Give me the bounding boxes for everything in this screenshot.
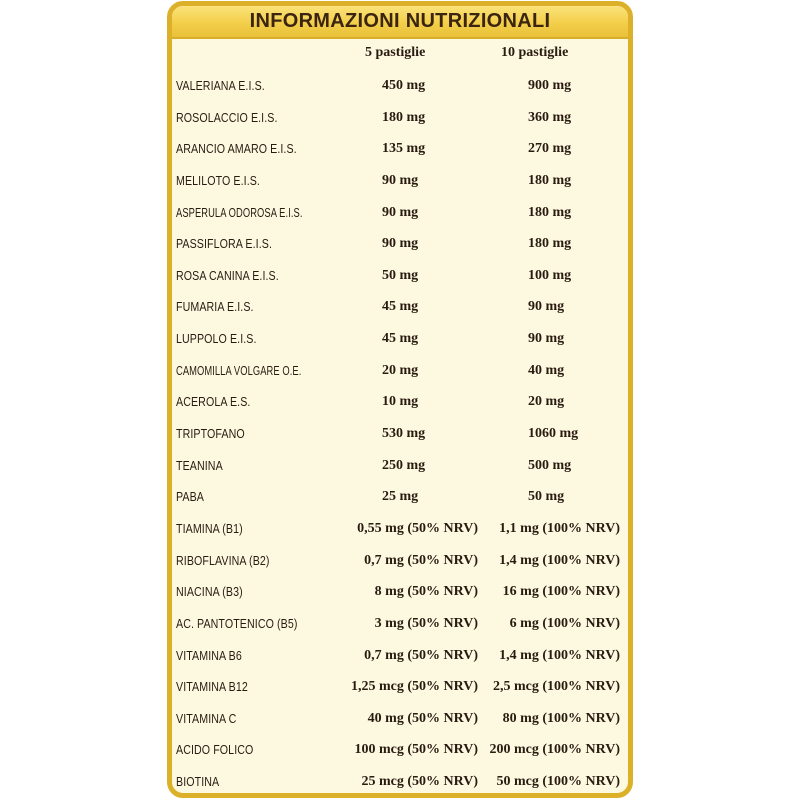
value-10-pastiglie: 90 mg — [528, 331, 565, 347]
value-5-pastiglie: 90 mg — [382, 172, 419, 188]
value-10-pastiglie: 500 mg — [528, 457, 572, 473]
value-5-pastiglie: 90 mg — [382, 204, 419, 220]
value-5-pastiglie: 1,25 mcg (50% NRV) — [350, 679, 478, 695]
value-5-pastiglie: 90 mg — [382, 236, 419, 252]
table-row — [172, 419, 628, 451]
table-row — [172, 324, 628, 356]
ingredient-name: VITAMINA C — [176, 710, 237, 726]
table-row — [172, 704, 628, 736]
ingredient-name: PABA — [176, 489, 204, 505]
ingredient-name: FUMARIA E.I.S. — [176, 299, 254, 315]
value-10-pastiglie: 270 mg — [528, 141, 572, 157]
column-headers — [172, 39, 628, 67]
ingredient-name: AC. PANTOTENICO (B5) — [176, 615, 298, 631]
value-10-pastiglie: 1,4 mg (100% NRV) — [499, 552, 620, 568]
ingredient-name: VITAMINA B6 — [176, 647, 242, 663]
ingredient-name: ARANCIO AMARO E.I.S. — [176, 141, 297, 157]
table-row — [172, 641, 628, 673]
ingredient-name: ACEROLA E.S. — [176, 394, 251, 410]
ingredient-name: TRIPTOFANO — [176, 426, 245, 442]
value-10-pastiglie: 180 mg — [528, 172, 572, 188]
ingredient-name: BIOTINA — [176, 774, 220, 790]
value-10-pastiglie: 2,5 mcg (100% NRV) — [492, 679, 620, 695]
value-5-pastiglie: 3 mg (50% NRV) — [374, 615, 478, 631]
table-row — [172, 356, 628, 388]
value-10-pastiglie: 40 mg — [528, 362, 565, 378]
value-5-pastiglie: 45 mg — [382, 331, 419, 347]
value-10-pastiglie: 360 mg — [528, 109, 572, 125]
table-row — [172, 482, 628, 514]
value-10-pastiglie: 80 mg (100% NRV) — [502, 710, 620, 726]
ingredient-name: ROSOLACCIO E.I.S. — [176, 109, 278, 125]
table-row — [172, 71, 628, 103]
table-row — [172, 609, 628, 641]
ingredient-name: ACIDO FOLICO — [176, 742, 254, 758]
table-row — [172, 451, 628, 483]
ingredient-name: MELILOTO E.I.S. — [176, 172, 260, 188]
ingredient-name: ASPERULA ODOROSA E.I.S. — [176, 204, 303, 220]
value-10-pastiglie: 50 mcg (100% NRV) — [496, 774, 620, 790]
value-5-pastiglie: 25 mg — [382, 489, 419, 505]
value-10-pastiglie: 100 mg — [528, 267, 572, 283]
column-header-10-pastiglie: 10 pastiglie — [501, 45, 569, 60]
table-row — [172, 292, 628, 324]
value-10-pastiglie: 16 mg (100% NRV) — [502, 584, 620, 600]
value-5-pastiglie: 0,7 mg (50% NRV) — [364, 647, 478, 663]
table-row — [172, 735, 628, 767]
ingredient-name: VALERIANA E.I.S. — [176, 78, 265, 93]
value-10-pastiglie: 200 mcg (100% NRV) — [489, 742, 620, 758]
column-header-5-pastiglie: 5 pastiglie — [365, 45, 426, 60]
value-5-pastiglie: 45 mg — [382, 299, 419, 315]
value-5-pastiglie: 135 mg — [382, 141, 426, 157]
value-5-pastiglie: 100 mcg (50% NRV) — [354, 742, 478, 758]
table-row — [172, 514, 628, 546]
value-10-pastiglie: 50 mg — [528, 489, 565, 505]
value-10-pastiglie: 180 mg — [528, 236, 572, 252]
ingredient-name: TEANINA — [176, 457, 223, 473]
value-10-pastiglie: 6 mg (100% NRV) — [509, 615, 620, 631]
value-10-pastiglie: 1060 mg — [528, 426, 579, 442]
ingredient-name: RIBOFLAVINA (B2) — [176, 552, 270, 568]
value-10-pastiglie: 20 mg — [528, 394, 565, 410]
value-5-pastiglie: 10 mg — [382, 394, 419, 410]
nutrition-table — [172, 71, 628, 798]
ingredient-name: ROSA CANINA E.I.S. — [176, 267, 279, 283]
value-5-pastiglie: 0,55 mg (50% NRV) — [357, 520, 478, 536]
table-row — [172, 546, 628, 578]
value-5-pastiglie: 8 mg (50% NRV) — [374, 584, 478, 600]
value-5-pastiglie: 180 mg — [382, 109, 426, 125]
ingredient-name: PASSIFLORA E.I.S. — [176, 236, 272, 252]
nutrition-panel — [167, 1, 633, 798]
table-row — [172, 103, 628, 135]
value-5-pastiglie: 450 mg — [382, 78, 426, 93]
value-5-pastiglie: 25 mcg (50% NRV) — [361, 774, 478, 790]
ingredient-name: NIACINA (B3) — [176, 584, 243, 600]
value-5-pastiglie: 0,7 mg (50% NRV) — [364, 552, 478, 568]
value-5-pastiglie: 40 mg (50% NRV) — [367, 710, 478, 726]
ingredient-name: CAMOMILLA VOLGARE O.E. — [176, 362, 302, 378]
ingredient-name: TIAMINA (B1) — [176, 520, 243, 536]
value-10-pastiglie: 900 mg — [528, 78, 572, 93]
panel-title: INFORMAZIONI NUTRIZIONALI — [172, 6, 628, 39]
table-row — [172, 198, 628, 230]
value-5-pastiglie: 530 mg — [382, 426, 426, 442]
table-row — [172, 387, 628, 419]
table-row — [172, 767, 628, 798]
value-5-pastiglie: 20 mg — [382, 362, 419, 378]
value-5-pastiglie: 50 mg — [382, 267, 419, 283]
table-row — [172, 261, 628, 293]
value-10-pastiglie: 90 mg — [528, 299, 565, 315]
table-row — [172, 672, 628, 704]
table-row — [172, 134, 628, 166]
table-row — [172, 577, 628, 609]
ingredient-name: VITAMINA B12 — [176, 679, 248, 695]
value-10-pastiglie: 180 mg — [528, 204, 572, 220]
value-10-pastiglie: 1,1 mg (100% NRV) — [499, 520, 620, 536]
table-row — [172, 166, 628, 198]
table-row — [172, 229, 628, 261]
value-10-pastiglie: 1,4 mg (100% NRV) — [499, 647, 620, 663]
ingredient-name: LUPPOLO E.I.S. — [176, 331, 257, 347]
value-5-pastiglie: 250 mg — [382, 457, 426, 473]
